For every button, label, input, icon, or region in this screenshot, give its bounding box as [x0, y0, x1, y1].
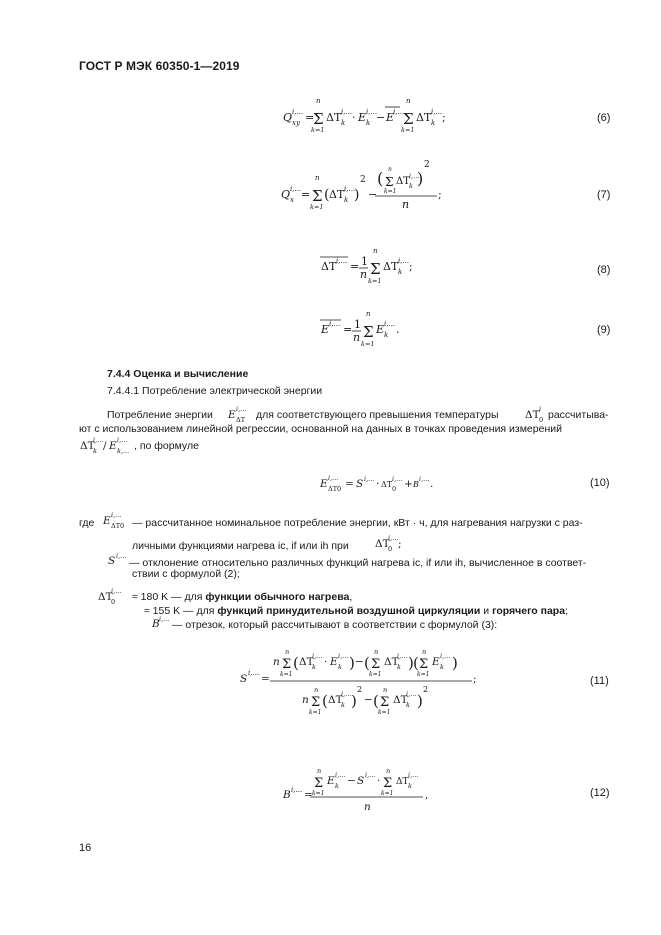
where-word: где: [79, 517, 95, 529]
svg-text:ΔT: ΔT: [393, 694, 408, 706]
page-number: 16: [79, 842, 92, 854]
svg-text:xy: xy: [292, 119, 300, 127]
section-subheading: 7.4.4.1 Потребление электрической энергии: [107, 385, 323, 397]
svg-text:ΔT: ΔT: [321, 260, 337, 273]
svg-text:n: n: [285, 648, 290, 656]
svg-text:E: E: [321, 323, 330, 336]
svg-text:n: n: [402, 198, 410, 211]
svg-text:i,...: i,...: [398, 257, 410, 265]
svg-text:2: 2: [357, 685, 363, 694]
svg-text:k=1: k=1: [311, 126, 325, 134]
svg-text:,: ,: [425, 789, 429, 801]
svg-text:n: n: [315, 174, 320, 182]
svg-text:1: 1: [354, 318, 361, 331]
delta-t-value-1: ≈ 180 K — для функции обычного нагрева,: [132, 591, 353, 603]
svg-text:i,...: i,...: [393, 108, 405, 116]
svg-text:i,...: i,...: [312, 652, 323, 660]
section-heading: 7.4.4 Оценка и вычисление: [107, 368, 249, 380]
deviation-definition-line2: ствии с формулой (2);: [132, 568, 240, 580]
svg-text:(: (: [293, 654, 299, 672]
svg-text:=: =: [261, 673, 270, 685]
svg-text:Σ: Σ: [371, 657, 381, 672]
deviation-definition-line1: — отклонение относительно различных функций нагрева ic, if или ih, вычисленное в соответ-: [129, 557, 587, 569]
svg-text:i,...: i,...: [419, 475, 430, 483]
svg-text:−: −: [368, 188, 378, 201]
svg-text:n: n: [406, 97, 411, 105]
svg-text:i,...: i,...: [111, 511, 122, 519]
svg-text:·: ·: [377, 775, 381, 787]
svg-text:ΔT: ΔT: [98, 591, 113, 603]
svg-text:i,...: i,...: [291, 786, 303, 794]
svg-text:;: ;: [473, 673, 477, 685]
svg-text:=: =: [304, 789, 313, 801]
svg-text:S: S: [356, 478, 364, 490]
svg-text:i,...: i,...: [292, 108, 304, 116]
svg-text:i,...: i,...: [440, 652, 451, 660]
svg-text:0: 0: [392, 485, 397, 493]
svg-text:k: k: [93, 447, 97, 455]
svg-text:Σ: Σ: [314, 776, 324, 791]
svg-text:k: k: [431, 119, 436, 127]
svg-text:−: −: [355, 656, 364, 668]
svg-text:/: /: [103, 440, 107, 452]
svg-text:S: S: [108, 555, 116, 567]
svg-text:ΔT: ΔT: [236, 416, 246, 424]
intro-text-part2: для соответствующего превышения температуры: [256, 409, 499, 421]
svg-text:ΔT0: ΔT0: [111, 522, 125, 530]
svg-text:·: ·: [376, 478, 380, 490]
svg-text:E: E: [109, 440, 117, 452]
svg-text:n: n: [317, 767, 322, 775]
svg-text:k: k: [366, 119, 371, 127]
svg-text:): ): [349, 654, 355, 672]
intro-text-part1: Потребление энергии: [107, 409, 213, 421]
delta-t-value-2: ≈ 155 K — для функций принудительной воздушной циркуляции и горячего пара;: [144, 605, 568, 617]
svg-text:ΔT0: ΔT0: [328, 485, 342, 493]
delta-t-value-2-and: и: [483, 605, 490, 617]
equation-number-10: (10): [590, 477, 610, 489]
standard-code-header: ГОСТ Р МЭК 60350-1—2019: [79, 59, 240, 73]
svg-text:S: S: [357, 775, 365, 787]
svg-text:i,...: i,...: [236, 405, 247, 413]
svg-text:k=1: k=1: [384, 188, 397, 195]
intro-text-line3: , по формуле: [134, 440, 199, 452]
svg-text:k: k: [341, 119, 346, 127]
svg-text:E: E: [320, 478, 328, 490]
svg-text:i,...: i,...: [344, 185, 356, 193]
svg-text:2: 2: [423, 685, 429, 694]
svg-text:i,...: i,...: [116, 552, 127, 560]
svg-text:ΔT: ΔT: [384, 656, 399, 668]
formula-7: [281, 160, 442, 211]
svg-text:ΔT: ΔT: [383, 260, 399, 273]
svg-text:i,...: i,...: [365, 771, 376, 779]
intercept-definition: — отрезок, который рассчитывают в соответствии с формулой (3):: [172, 619, 498, 631]
delta-t-value-2-bold2: горячего пара: [492, 605, 566, 617]
delta-t-value-2-text: ≈ 155 K — для: [144, 605, 215, 617]
svg-text:k: k: [406, 701, 410, 709]
formula-6: [283, 97, 446, 134]
svg-text:i,...: i,...: [341, 108, 353, 116]
svg-text:E: E: [358, 111, 367, 124]
svg-text:i,...: i,...: [408, 771, 419, 779]
svg-text:2: 2: [424, 160, 430, 170]
svg-text:n: n: [314, 686, 319, 694]
svg-text:i,...: i,...: [336, 257, 348, 265]
svg-text:+: +: [404, 478, 413, 490]
svg-text:i,...: i,...: [117, 436, 128, 444]
formula-9: [320, 310, 400, 348]
svg-text:;: ;: [438, 188, 442, 201]
svg-text:k=1: k=1: [310, 203, 324, 211]
formula-11: [240, 648, 477, 716]
svg-text:i,...: i,...: [329, 320, 341, 328]
svg-text:ΔT: ΔT: [525, 409, 540, 421]
svg-text:(: (: [373, 692, 379, 710]
svg-text:n: n: [360, 268, 368, 281]
svg-text:E: E: [386, 111, 395, 124]
svg-text:k: k: [312, 663, 316, 671]
svg-text:k: k: [341, 701, 345, 709]
svg-text:E: E: [432, 656, 440, 668]
svg-text:Σ: Σ: [370, 260, 381, 278]
svg-text:0: 0: [388, 545, 393, 553]
svg-text:(: (: [322, 692, 328, 710]
svg-text:Σ: Σ: [363, 323, 374, 341]
svg-text:i,...: i,...: [406, 690, 417, 698]
svg-text:E: E: [376, 323, 385, 336]
svg-text:k: k: [384, 331, 389, 339]
formula-12: [282, 767, 428, 813]
svg-text:=: =: [301, 188, 311, 201]
svg-text:i,...: i,...: [338, 652, 349, 660]
delta-t-value-2-bold1: функций принудительной воздушной циркуляции: [217, 605, 481, 617]
svg-text:=: =: [350, 260, 360, 273]
svg-text:n: n: [364, 801, 371, 813]
intro-text-part3: рассчитыва-: [548, 409, 609, 421]
svg-text:k=1: k=1: [312, 790, 325, 797]
svg-text:n: n: [273, 656, 280, 668]
svg-text:(: (: [413, 654, 419, 672]
svg-text:): ): [452, 654, 458, 672]
svg-text:Σ: Σ: [403, 110, 414, 128]
svg-text:ΔT: ΔT: [416, 111, 432, 124]
svg-text:Σ: Σ: [312, 187, 323, 205]
svg-text:n: n: [316, 97, 321, 105]
svg-text:k=1: k=1: [368, 277, 382, 285]
svg-text:1: 1: [361, 255, 368, 268]
svg-text:·: ·: [352, 111, 356, 124]
equation-number-12: (12): [590, 787, 610, 799]
delta-t-value-1-text: ≈ 180 K — для: [132, 591, 203, 603]
svg-text:k=1: k=1: [417, 671, 430, 678]
svg-text:i,...: i,...: [159, 615, 170, 623]
svg-text:i,...: i,...: [409, 172, 420, 180]
equation-number-6: (6): [597, 112, 611, 124]
svg-text:): ): [351, 692, 357, 710]
svg-text:): ): [417, 692, 423, 710]
svg-text:): ): [408, 654, 414, 672]
equation-number-9: (9): [597, 324, 611, 336]
svg-text:ΔT: ΔT: [396, 777, 409, 787]
svg-text:k=1: k=1: [381, 790, 394, 797]
svg-text:−: −: [347, 775, 356, 787]
svg-text:n: n: [388, 166, 392, 173]
svg-text:ΔT: ΔT: [375, 538, 390, 550]
svg-text:n: n: [302, 694, 309, 706]
svg-text:ΔT: ΔT: [299, 656, 314, 668]
svg-text:ΔT: ΔT: [328, 694, 343, 706]
svg-text:n: n: [374, 648, 379, 656]
svg-text:k,...: k,...: [117, 447, 130, 455]
svg-text:Σ: Σ: [419, 657, 429, 672]
svg-text:i,...: i,...: [111, 587, 122, 595]
svg-text:i,...: i,...: [384, 320, 396, 328]
svg-text:n: n: [422, 648, 427, 656]
svg-text:0: 0: [111, 598, 116, 606]
formula-10: [319, 474, 433, 493]
svg-text:ΔT: ΔT: [326, 111, 342, 124]
svg-text:=: =: [305, 111, 315, 124]
svg-text:=: =: [345, 478, 354, 490]
svg-text:−: −: [364, 694, 373, 706]
svg-text:k=1: k=1: [378, 709, 391, 716]
svg-text:i,...: i,...: [328, 474, 339, 482]
svg-text:E: E: [327, 775, 335, 787]
svg-text:i,...: i,...: [366, 108, 378, 116]
svg-text:k=1: k=1: [280, 671, 293, 678]
svg-text:k: k: [409, 182, 413, 190]
svg-text:i,...: i,...: [397, 652, 408, 660]
svg-text:ΔT: ΔT: [329, 188, 345, 201]
svg-text:B: B: [413, 480, 419, 489]
svg-text:Q: Q: [283, 111, 293, 124]
svg-text:k: k: [344, 196, 349, 204]
svg-text:−: −: [376, 111, 386, 124]
svg-text:.: .: [430, 478, 434, 490]
equation-number-11: (11): [590, 675, 609, 687]
svg-text:.: .: [396, 323, 400, 336]
svg-text:ΔT: ΔT: [396, 176, 410, 187]
svg-text:n: n: [366, 310, 371, 318]
equation-number-8: (8): [597, 264, 611, 276]
svg-text:k: k: [408, 782, 412, 790]
svg-text:k: k: [397, 663, 401, 671]
svg-text:k: k: [398, 268, 403, 276]
svg-text:k=1: k=1: [361, 340, 375, 348]
svg-text:k: k: [335, 782, 339, 790]
delta-t-value-1-bold: функции обычного нагрева: [205, 591, 350, 603]
svg-text:B: B: [152, 618, 160, 630]
svg-text:Σ: Σ: [383, 776, 393, 791]
svg-text:ΔT: ΔT: [80, 440, 95, 452]
svg-text:i,...: i,...: [364, 475, 375, 483]
svg-text:0: 0: [539, 416, 544, 424]
svg-text:x: x: [290, 196, 294, 204]
svg-text:;: ;: [398, 538, 402, 550]
formula-8: [320, 247, 413, 285]
svg-text:E: E: [228, 409, 236, 421]
svg-text:n: n: [386, 767, 391, 775]
svg-text:E: E: [103, 515, 111, 527]
svg-text:k=1: k=1: [401, 126, 415, 134]
svg-text:i,...: i,...: [335, 771, 346, 779]
svg-text:Σ: Σ: [282, 657, 292, 672]
svg-text:ΔT: ΔT: [381, 480, 393, 489]
svg-text:k=1: k=1: [309, 709, 322, 716]
svg-text:n: n: [353, 331, 361, 344]
svg-text:(: (: [364, 654, 370, 672]
svg-text:i,...: i,...: [93, 436, 104, 444]
svg-text:i,...: i,...: [290, 185, 302, 193]
svg-text:;: ;: [409, 260, 413, 273]
svg-text:i: i: [539, 405, 542, 413]
svg-text:i,...: i,...: [341, 690, 352, 698]
svg-text:(: (: [377, 169, 384, 188]
svg-text:Q: Q: [281, 188, 291, 201]
energy-definition-line1: — рассчитанное номинальное потребление энергии, кВт · ч, для нагревания нагрузки с раз-: [132, 517, 583, 529]
svg-text:k=1: k=1: [369, 671, 382, 678]
svg-text:n: n: [383, 686, 388, 694]
svg-text:(: (: [324, 187, 330, 203]
energy-definition-line2: личными функциями нагрева ic, if или ih при: [132, 540, 349, 552]
svg-text:E: E: [330, 656, 338, 668]
svg-text:Σ: Σ: [311, 695, 321, 710]
svg-text:2: 2: [360, 175, 366, 185]
svg-text:Σ: Σ: [313, 110, 324, 128]
svg-text:): ): [417, 169, 424, 188]
svg-text:i,...: i,...: [392, 475, 403, 483]
svg-text:i,...: i,...: [388, 534, 399, 542]
svg-text:S: S: [240, 673, 248, 685]
svg-text:·: ·: [324, 656, 328, 668]
svg-text:k: k: [440, 663, 444, 671]
svg-text:k: k: [338, 663, 342, 671]
svg-text:Σ: Σ: [385, 175, 394, 189]
svg-text:): ): [354, 187, 360, 203]
svg-text:Σ: Σ: [380, 695, 390, 710]
svg-text:i,...: i,...: [248, 669, 260, 677]
svg-text:=: =: [343, 323, 353, 336]
equation-number-7: (7): [597, 189, 611, 201]
svg-text:B: B: [283, 789, 291, 801]
intro-text-line2: ют с использованием линейной регрессии, основанной на данных в точках проведения измерений: [79, 423, 562, 435]
svg-text:;: ;: [442, 111, 446, 124]
svg-text:i,...: i,...: [431, 108, 443, 116]
svg-text:n: n: [373, 247, 378, 255]
